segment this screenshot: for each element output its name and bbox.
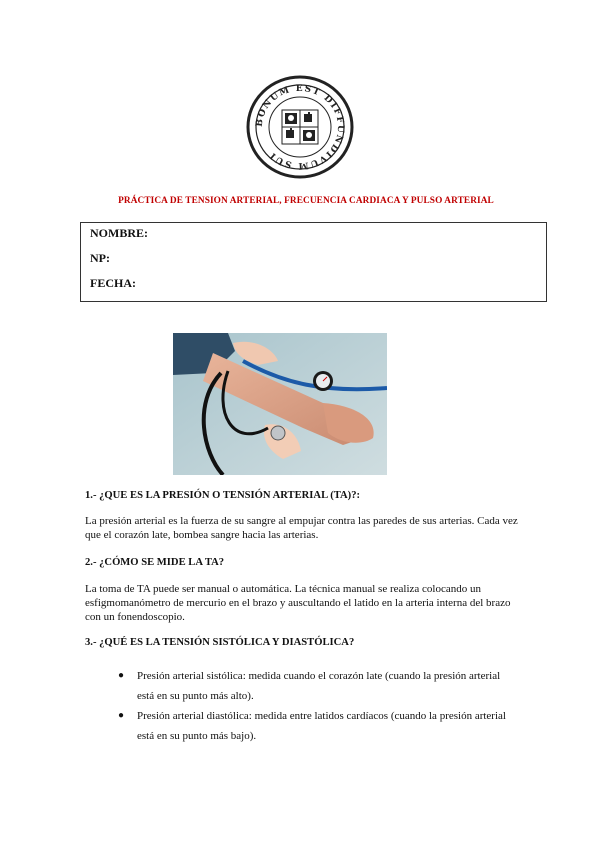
diastolic-definition: Presión arterial diastólica: medida entre latidos cardíacos (cuando la presión arterial está en su punto más bajo).	[137, 710, 506, 742]
name-field-label: NOMBRE:	[90, 226, 148, 240]
section-1-heading: 1.- ¿QUE ES LA PRESIÓN O TENSIÓN ARTERIAL (TA)?:	[85, 490, 361, 501]
section-3-heading: 3.- ¿QUÉ ES LA TENSIÓN SISTÓLICA Y DIASTÓLICA?	[85, 637, 355, 648]
bullet-icon: ●	[118, 710, 125, 721]
section-3-bullet-list	[118, 666, 517, 746]
student-info-box	[80, 222, 547, 302]
systolic-definition: Presión arterial sistólica: medida cuando el corazón late (cuando la presión arterial está en su punto más alto).	[137, 670, 501, 702]
practice-title: PRÁCTICA DE TENSION ARTERIAL, FRECUENCIA CARDIACA Y PULSO ARTERIAL	[118, 196, 494, 206]
date-field-label: FECHA:	[90, 276, 136, 290]
np-field-label: NP:	[90, 251, 110, 265]
section-2-heading: 2.- ¿CÓMO SE MIDE LA TA?	[85, 557, 225, 568]
university-seal	[242, 72, 358, 182]
seal-motto-text: BONUM EST DIFFUNDIVUM SUI	[254, 83, 346, 171]
list-item	[118, 666, 517, 706]
bullet-icon: ●	[118, 670, 125, 681]
list-item	[118, 706, 517, 746]
blood-pressure-photo	[173, 333, 387, 475]
section-1-paragraph: La presión arterial es la fuerza de su sangre al empujar contra las paredes de sus arterias. Cada vez que el corazón late, bombea sangre hacia las arterias.	[85, 515, 518, 541]
section-2-paragraph: La toma de TA puede ser manual o automática. La técnica manual se realiza colocando un esfigmomanómetro de mercurio en el brazo y auscultando el latido en la arteria interna del brazo con un fonendoscopio.	[85, 583, 511, 623]
